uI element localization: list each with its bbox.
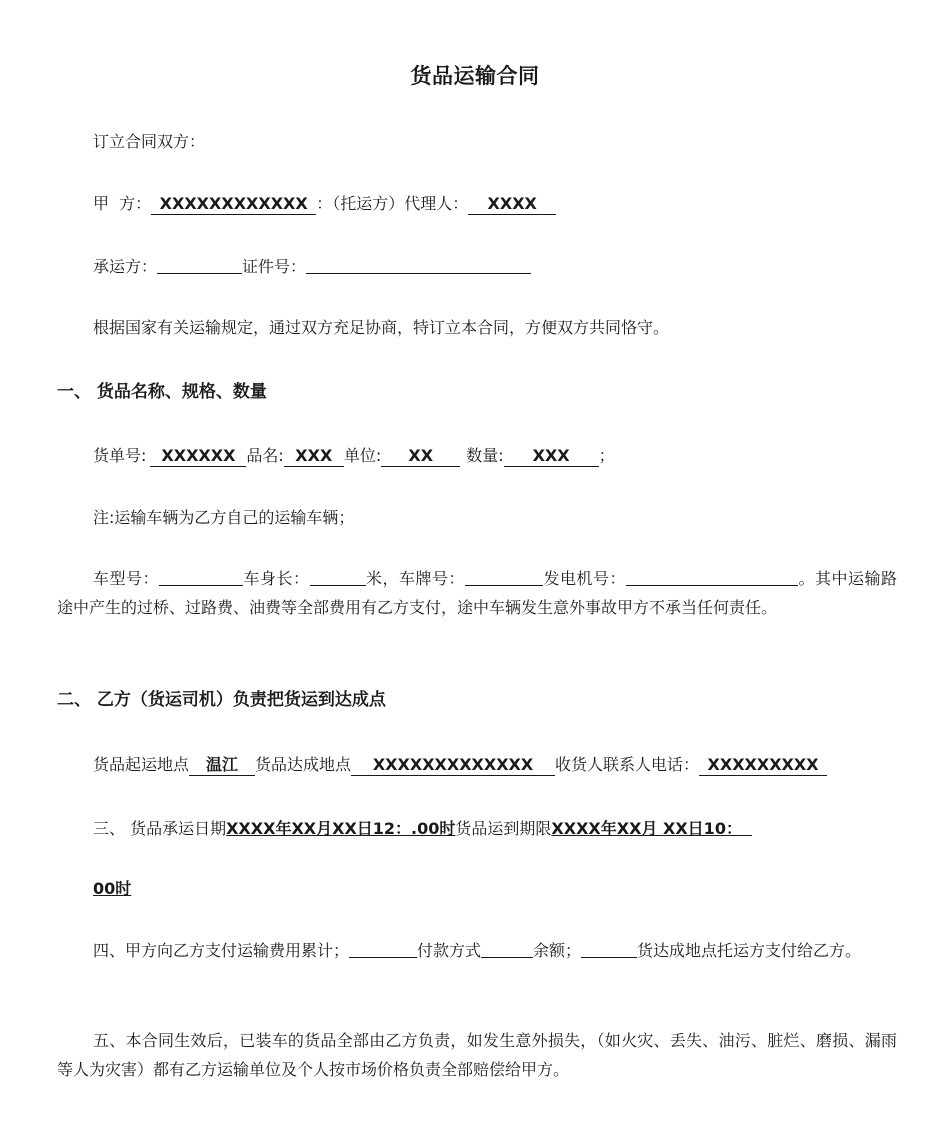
section3-prefix: 三、 货品承运日期: [93, 819, 227, 838]
order-label: 货单号:: [93, 446, 147, 465]
payment-paragraph: [57, 936, 897, 965]
goods-end: ；: [598, 446, 615, 465]
balance-label: 余额；: [533, 941, 582, 960]
engine-blank: [626, 567, 798, 586]
name-value: XXX: [284, 446, 344, 467]
id-label: 证件号：: [242, 257, 307, 276]
route-line: [93, 754, 827, 776]
phone-label: 收货人联系人电话：: [555, 755, 700, 774]
body-length-blank: [310, 567, 366, 586]
unit-value: XX: [381, 446, 460, 467]
phone-value: XXXXXXXXX: [699, 755, 827, 776]
body-length-label: 车身长：: [243, 569, 310, 588]
total-blank: [349, 939, 417, 958]
start-date: XXXX年XX月XX日12：.00时: [226, 819, 456, 838]
origin-label: 货品起运地点: [93, 755, 190, 774]
name-label: 品名:: [246, 446, 284, 465]
section4-rest: 货达成地点托运方支付给乙方。: [637, 941, 862, 960]
engine-label: 发电机号：: [542, 569, 626, 588]
vehicle-model-label: 车型号：: [93, 569, 159, 588]
section4-prefix: 四、甲方向乙方支付运输费用累计；: [93, 941, 350, 960]
unit-label: 单位:: [343, 446, 382, 465]
order-value: XXXXXX: [150, 446, 246, 467]
end-date-tail: [742, 817, 752, 836]
id-blank: [306, 255, 531, 274]
section1-heading: 一、 货品名称、规格、数量: [57, 382, 267, 402]
carrier-blank: [157, 255, 242, 274]
carrier-label: 承运方：: [93, 257, 158, 276]
parties-intro: 订立合同双方：: [93, 132, 206, 151]
goods-line: [93, 445, 615, 467]
plate-blank: [465, 567, 543, 586]
qty-value: XXX: [504, 446, 599, 467]
payment-label: 付款方式: [417, 941, 482, 960]
party-a-line: [93, 193, 556, 215]
basis-text: 根据国家有关运输规定，通过双方充足协商，特订立本合同，方便双方共同恪守。: [93, 318, 670, 337]
origin-value: 温江: [189, 755, 255, 776]
qty-label: 数量:: [466, 446, 504, 465]
schedule-line: [93, 817, 752, 840]
end-date-1: XXXX年XX月 XX日10：: [551, 819, 742, 838]
deadline-label: 货品运到期限: [455, 819, 552, 838]
section5-paragraph: 五、本合同生效后，已装车的货品全部由乙方负责，如发生意外损失，（如火灾、丢失、油污、脏烂、磨损、漏雨等人为灾害）都有乙方运输单位及个人按市场价格负责全部赔偿给甲方。: [57, 1031, 897, 1079]
vehicle-note: 注:运输车辆为乙方自己的运输车辆；: [93, 508, 355, 527]
section2-heading: 二、 乙方（货运司机）负责把货运到达成点: [57, 690, 386, 710]
schedule-line-2: [93, 878, 131, 900]
plate-label: 米，车牌号：: [365, 569, 465, 588]
vehicle-model-blank: [159, 567, 243, 586]
payment-blank: [481, 939, 533, 958]
end-date-2: 00时: [93, 879, 132, 898]
document-title: 货品运输合同: [410, 64, 540, 88]
vehicle-paragraph: [57, 564, 897, 622]
party-a-role: ：（托运方）代理人：: [316, 194, 469, 213]
party-a-label: 甲 方：: [93, 194, 152, 213]
party-a-value: XXXXXXXXXXXX: [151, 194, 316, 215]
dest-label: 货品达成地点: [255, 755, 352, 774]
vehicle-text: 。其中运输路途中产生的过桥、过路费、油费等全部费用有乙方支付，途中车辆发生意外事故甲方不承当任何责任。: [57, 569, 897, 617]
agent-value: XXXX: [468, 194, 556, 215]
carrier-line: [93, 255, 531, 278]
dest-value: XXXXXXXXXXXXX: [351, 755, 555, 776]
balance-blank: [581, 939, 637, 958]
